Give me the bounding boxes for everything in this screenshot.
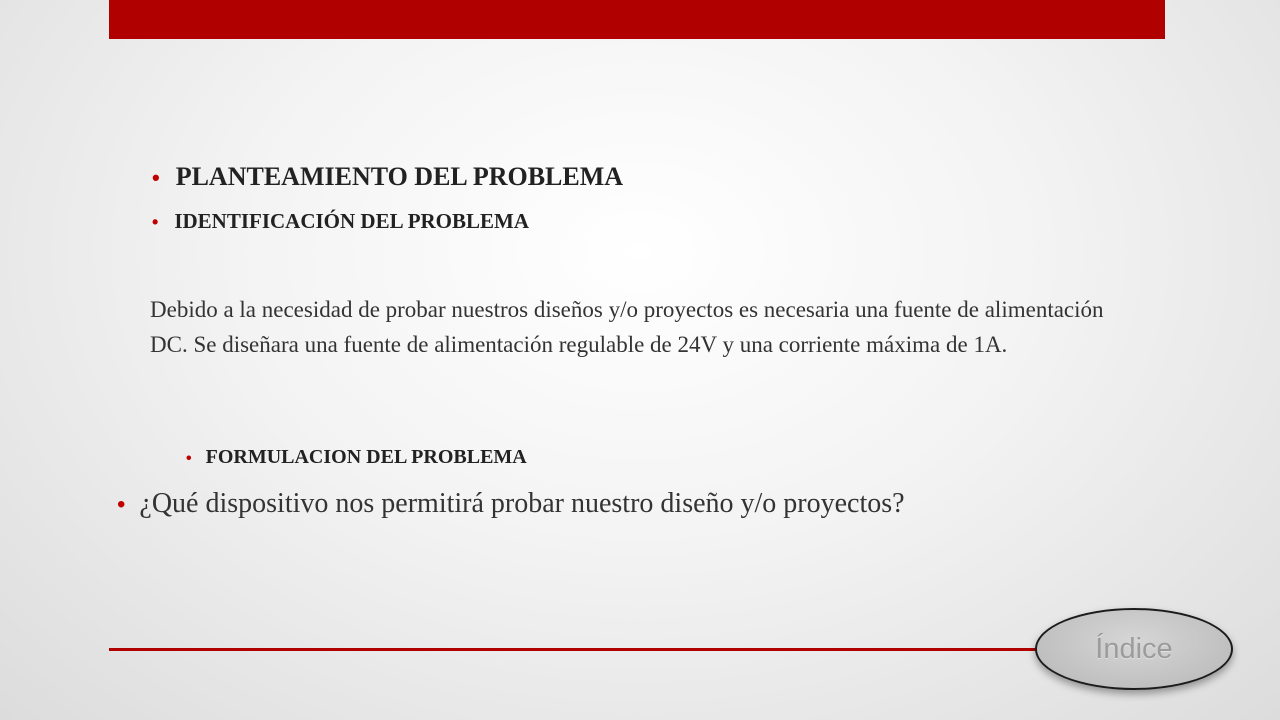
bullet-icon: •: [186, 450, 192, 467]
bullet-icon: •: [152, 212, 159, 232]
heading-main-text: PLANTEAMIENTO DEL PROBLEMA: [175, 162, 624, 191]
bullet-icon: •: [152, 165, 160, 190]
question-text: ¿Qué dispositivo nos permitirá probar nuestro diseño y/o proyectos?: [139, 488, 905, 519]
bullet-icon: •: [117, 491, 126, 518]
problem-question: [117, 488, 905, 520]
top-accent-bar: [109, 0, 1165, 39]
problem-description: Debido a la necesidad de probar nuestros diseños y/o proyectos es necesaria una fuente de alimentación DC. Se diseñara una fuente de alimentación regulable de 24V y una corriente máxima de 1A.: [150, 297, 1104, 357]
bottom-accent-line: [109, 648, 1109, 651]
heading-sub-text: IDENTIFICACIÓN DEL PROBLEMA: [174, 209, 530, 233]
heading-formulacion: [186, 446, 527, 469]
index-button-label: Índice: [1095, 632, 1173, 665]
heading-planteamiento: [152, 162, 623, 192]
heading-identificacion: [152, 209, 529, 234]
heading-formulation-text: FORMULACION DEL PROBLEMA: [205, 446, 527, 468]
index-button[interactable]: [1035, 608, 1233, 690]
